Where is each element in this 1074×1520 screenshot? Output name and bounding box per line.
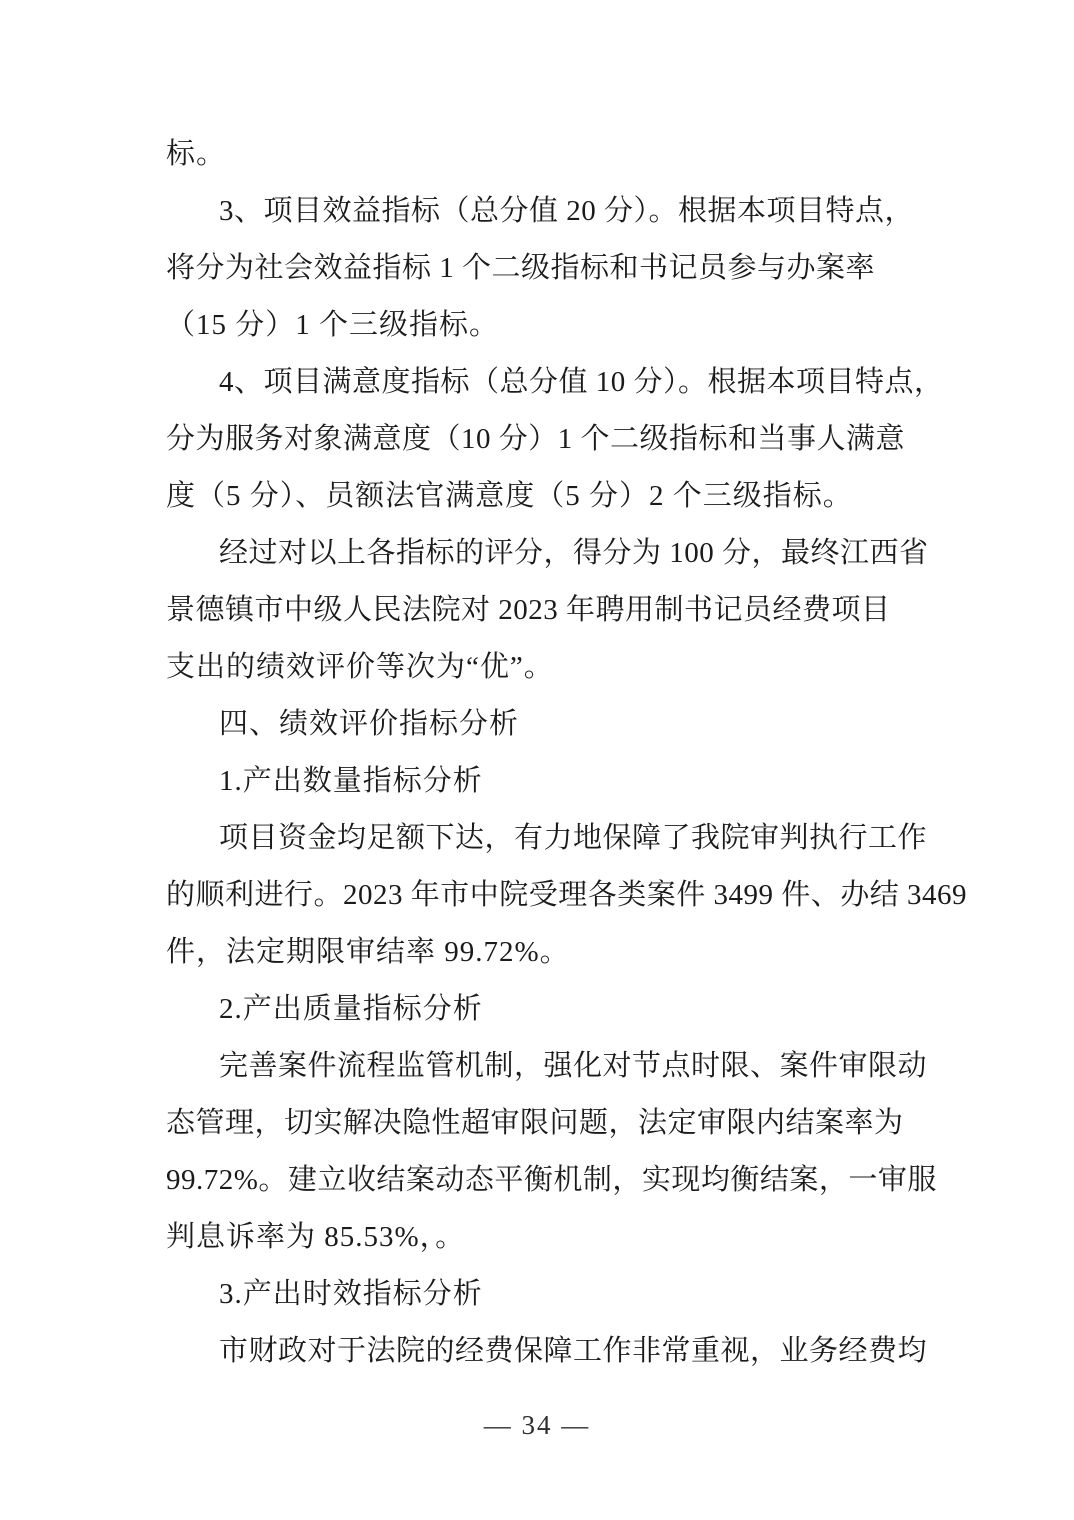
text-line: 度（5 分）、员额法官满意度（5 分）2 个三级指标。 — [166, 480, 853, 512]
text-line: 市财政对于法院的经费保障工作非常重视，业务经费均 — [219, 1335, 928, 1367]
text-line: 4、项目满意度指标（总分值 10 分）。根据本项目特点， — [219, 366, 944, 398]
text-line: 1.产出数量指标分析 — [219, 765, 483, 797]
text-line: 3.产出时效指标分析 — [219, 1278, 483, 1310]
text-line: 经过对以上各指标的评分，得分为 100 分，最终江西省 — [219, 537, 929, 569]
text-line: 的顺利进行。2023 年市中院受理各类案件 3499 件、办结 3469 — [166, 879, 968, 911]
text-line: 完善案件流程监管机制，强化对节点时限、案件审限动 — [219, 1050, 928, 1082]
text-line: 3、项目效益指标（总分值 20 分）。根据本项目特点， — [219, 195, 915, 227]
text-line: 支出的绩效评价等次为“优”。 — [166, 651, 554, 683]
text-block — [166, 126, 968, 1380]
text-line: 将分为社会效益指标 1 个二级指标和书记员参与办案率 — [166, 252, 876, 284]
text-line: 四、绩效评价指标分析 — [219, 708, 520, 740]
text-line: （15 分）1 个三级指标。 — [166, 309, 500, 341]
text-line: 99.72%。建立收结案动态平衡机制，实现均衡结案，一审服 — [166, 1164, 937, 1196]
text-line: 项目资金均足额下达，有力地保障了我院审判执行工作 — [219, 822, 928, 854]
text-line: 件，法定期限审结率 99.72%。 — [166, 936, 570, 968]
text-line: 景德镇市中级人民法院对 2023 年聘用制书记员经费项目 — [166, 594, 891, 626]
text-line: 态管理，切实解决隐性超审限问题，法定审限内结案率为 — [166, 1107, 904, 1139]
page-number: — 34 — — [483, 1410, 591, 1440]
text-line: 2.产出质量指标分析 — [219, 993, 483, 1025]
text-line: 判息诉率为 85.53%，。 — [166, 1221, 466, 1253]
text-line: 分为服务对象满意度（10 分）1 个二级指标和当事人满意 — [166, 423, 906, 455]
text-line: 标。 — [166, 138, 227, 170]
